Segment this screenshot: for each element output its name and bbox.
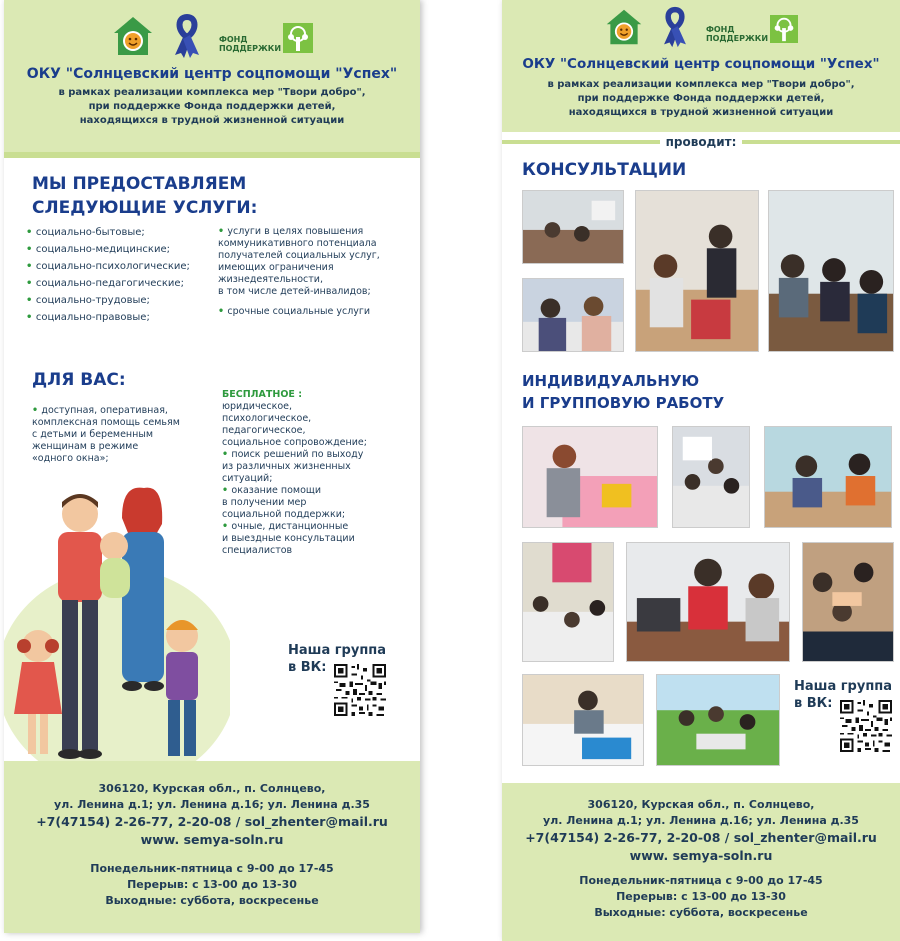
consult-heading: КОНСУЛЬТАЦИИ bbox=[522, 160, 687, 180]
list-item: • социально-медицинские; bbox=[26, 241, 190, 258]
provodit-divider: проводит: bbox=[502, 134, 900, 150]
break-hours: Перерыв: с 13-00 до 13-30 bbox=[127, 878, 297, 891]
work-photo-5 bbox=[626, 542, 790, 662]
work-photo-8 bbox=[656, 674, 780, 766]
work-photo-1 bbox=[522, 426, 658, 528]
break-hours: Перерыв: с 13-00 до 13-30 bbox=[616, 890, 786, 903]
org-subtitle: в рамках реализации комплекса мер "Твори добро", при поддержке Фонда поддержки детей, находящихся в трудной жизненной ситуации bbox=[58, 87, 366, 126]
work-photo-3 bbox=[764, 426, 892, 528]
work-heading: ИНДИВИДУАЛЬНУЮ И ГРУППОВУЮ РАБОТУ bbox=[522, 372, 725, 412]
services-list-1 bbox=[26, 224, 190, 326]
list-item: • срочные социальные услуги bbox=[218, 306, 371, 317]
address-line: 306120, Курская обл., п. Солнцево, bbox=[98, 782, 326, 795]
for-you-heading: ДЛЯ ВАС: bbox=[32, 370, 126, 390]
org-title: ОКУ "Солнцевский центр соцпомощи "Успех" bbox=[522, 56, 880, 72]
free-services: БЕСПЛАТНОЕ : юридическое, психологическое, педагогическое, социальное сопровождение; • поиск решений по выходу из различных жизненных ситуаций; • оказание помощи в получении мер социальной поддержки; • очные, дистанционные и выездные консультации специалистов bbox=[222, 389, 414, 557]
consult-photo-2 bbox=[522, 278, 624, 352]
awareness-ribbon-icon bbox=[660, 6, 690, 52]
right-banner bbox=[502, 0, 900, 941]
work-photo-6 bbox=[802, 542, 894, 662]
work-photo-4 bbox=[522, 542, 614, 662]
org-subtitle: в рамках реализации комплекса мер "Твори добро", при поддержке Фонда поддержки детей, находящихся в трудной жизненной ситуации bbox=[547, 79, 855, 118]
weekend-days: Выходные: суббота, воскресенье bbox=[105, 894, 319, 907]
left-header bbox=[4, 0, 420, 152]
qr-code-icon[interactable] bbox=[332, 662, 388, 722]
vk-label: Наша группа в ВК: bbox=[288, 643, 387, 675]
weekend-days: Выходные: суббота, воскресенье bbox=[594, 906, 808, 919]
working-hours: Понедельник-пятница с 9-00 до 17-45 bbox=[90, 862, 334, 875]
qr-code-icon[interactable] bbox=[838, 698, 894, 758]
list-item: • социально-трудовые; bbox=[26, 292, 190, 309]
divider bbox=[4, 152, 420, 158]
working-hours: Понедельник-пятница с 9-00 до 17-45 bbox=[579, 874, 823, 887]
logo-row bbox=[502, 0, 900, 52]
house-logo-icon bbox=[111, 14, 155, 62]
list-item: • социально-правовые; bbox=[26, 309, 190, 326]
house-logo-icon bbox=[604, 7, 644, 51]
address-line: ул. Ленина д.1; ул. Ленина д.16; ул. Ленина д.35 bbox=[54, 798, 370, 811]
phone-email[interactable]: +7(47154) 2-26-77, 2-20-08 / sol_zhenter@mail.ru bbox=[525, 830, 877, 845]
right-header bbox=[502, 0, 900, 132]
vk-label: Наша группа в ВК: bbox=[794, 679, 893, 711]
right-footer bbox=[502, 783, 900, 941]
left-banner bbox=[4, 0, 420, 933]
address-line: ул. Ленина д.1; ул. Ленина д.16; ул. Ленина д.35 bbox=[543, 814, 859, 827]
list-item: • социально-педагогические; bbox=[26, 275, 190, 292]
fund-tree-logo-icon: ФОНД ПОДДЕРЖКИ bbox=[219, 23, 313, 53]
consult-photo-3 bbox=[635, 190, 759, 352]
list-item: • услуги в целях повышения коммуникативного потенциала получателей социальных услуг, имеющих ограничения жизнедеятельности, в том числе детей-инвалидов; bbox=[218, 226, 380, 297]
left-footer bbox=[4, 761, 420, 933]
free-label: БЕСПЛАТНОЕ : bbox=[222, 389, 302, 400]
services-heading: МЫ ПРЕДОСТАВЛЯЕМ СЛЕДУЮЩИЕ УСЛУГИ: bbox=[32, 174, 258, 218]
work-photo-7 bbox=[522, 674, 644, 766]
services-list-2 bbox=[218, 226, 414, 318]
for-you-text: • доступная, оперативная, комплексная помощь семьям с детьми и беременным женщинам в режиме «одного окна»; bbox=[32, 405, 180, 464]
phone-email[interactable]: +7(47154) 2-26-77, 2-20-08 / sol_zhenter@mail.ru bbox=[36, 814, 388, 829]
website-link[interactable]: www. semya-soln.ru bbox=[140, 832, 284, 847]
awareness-ribbon-icon bbox=[171, 13, 203, 63]
fund-tree-logo-icon: ФОНД ПОДДЕРЖКИ bbox=[706, 15, 798, 43]
family-illustration bbox=[4, 478, 230, 774]
work-photo-2 bbox=[672, 426, 750, 528]
logo-row bbox=[4, 0, 420, 62]
consult-photo-1 bbox=[522, 190, 624, 264]
org-title: ОКУ "Солнцевский центр соцпомощи "Успех" bbox=[26, 66, 398, 82]
consult-photo-4 bbox=[768, 190, 894, 352]
website-link[interactable]: www. semya-soln.ru bbox=[629, 848, 773, 863]
list-item: • социально-бытовые; bbox=[26, 224, 190, 241]
address-line: 306120, Курская обл., п. Солнцево, bbox=[587, 798, 815, 811]
list-item: • социально-психологические; bbox=[26, 258, 190, 275]
